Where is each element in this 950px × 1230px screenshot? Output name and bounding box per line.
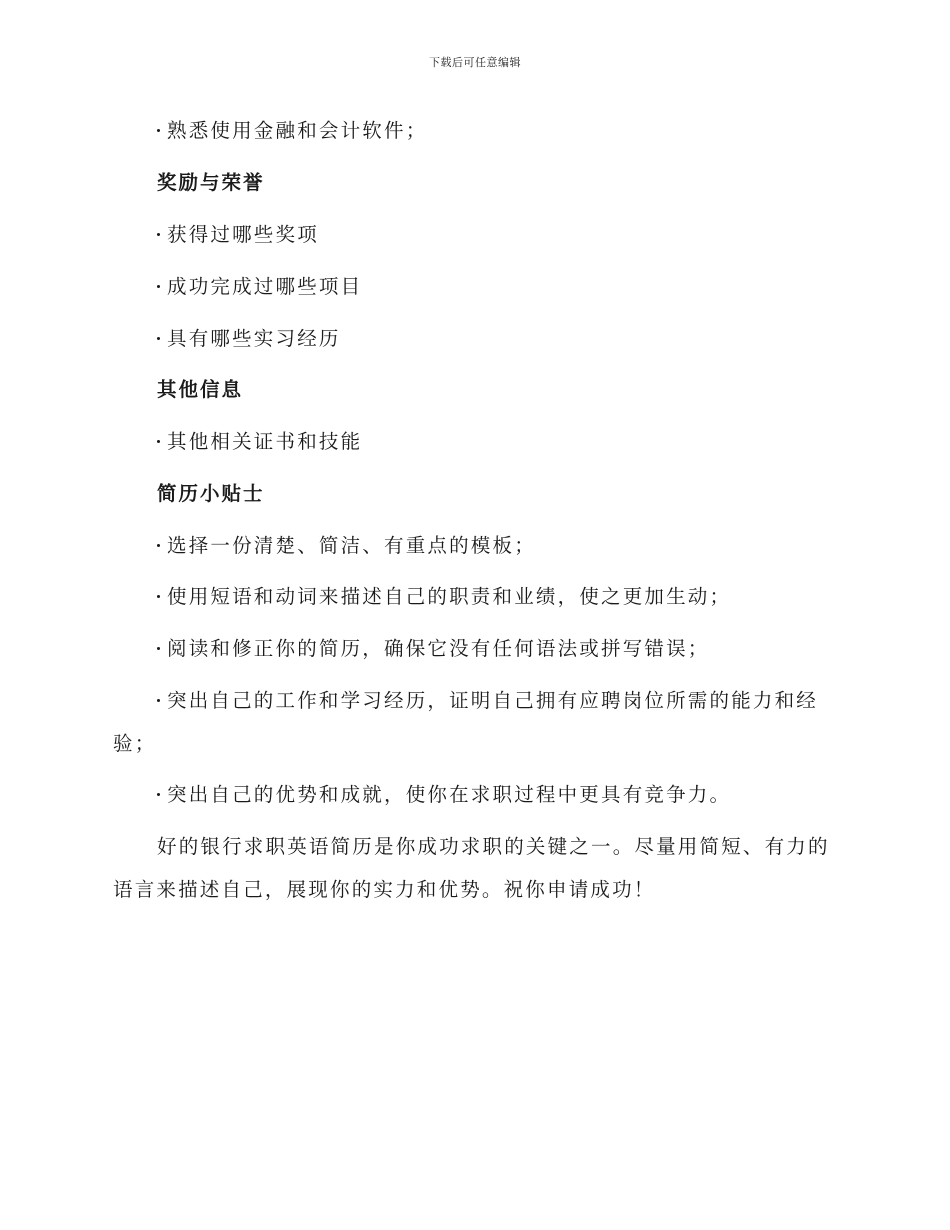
bullet-text: 成功完成过哪些项目 [167,275,363,298]
bullet-dot-icon [157,440,160,443]
bullet-dot-icon [157,544,160,547]
bullet-dot-icon [157,285,160,288]
bullet-item [157,685,818,713]
bullet-continuation: 验； [113,732,157,755]
bullet-dot-icon [157,129,160,132]
bullet-item [157,271,362,299]
bullet-dot-icon [157,233,160,236]
bullet-text: 熟悉使用金融和会计软件； [167,119,428,142]
bullet-text: 选择一份清楚、简洁、有重点的模板； [167,534,536,557]
bullet-dot-icon [157,647,160,650]
section-heading: 简历小贴士 [157,482,265,505]
section-heading: 奖励与荣誉 [157,171,265,194]
bullet-text: 突出自己的工作和学习经历，证明自己拥有应聘岗位所需的能力和经 [167,689,819,712]
bullet-text: 其他相关证书和技能 [167,430,363,453]
bullet-dot-icon [157,793,160,796]
section-heading: 其他信息 [157,378,244,401]
bullet-text: 突出自己的优势和成就，使你在求职过程中更具有竞争力。 [167,783,732,806]
bullet-item [157,426,362,454]
bullet-text: 获得过哪些奖项 [167,223,319,246]
bullet-dot-icon [157,699,160,702]
bullet-item [157,323,341,351]
bullet-item [157,115,427,143]
bullet-dot-icon [157,595,160,598]
bullet-dot-icon [157,337,160,340]
bullet-text: 使用短语和动词来描述自己的职责和业绩，使之更加生动； [167,585,732,608]
bullet-item [157,530,536,558]
page-header: 下载后可任意编辑 [429,56,521,69]
bullet-item [157,581,731,609]
paragraph-line: 好的银行求职英语简历是你成功求职的关键之一。尽量用简短、有力的 [157,835,830,858]
bullet-item [157,633,710,661]
bullet-text: 具有哪些实习经历 [167,327,341,350]
bullet-item [157,779,731,807]
bullet-item [157,219,319,247]
paragraph-line: 语言来描述自己，展现你的实力和优势。祝你申请成功！ [113,878,656,901]
bullet-text: 阅读和修正你的简历，确保它没有任何语法或拼写错误； [167,637,710,660]
